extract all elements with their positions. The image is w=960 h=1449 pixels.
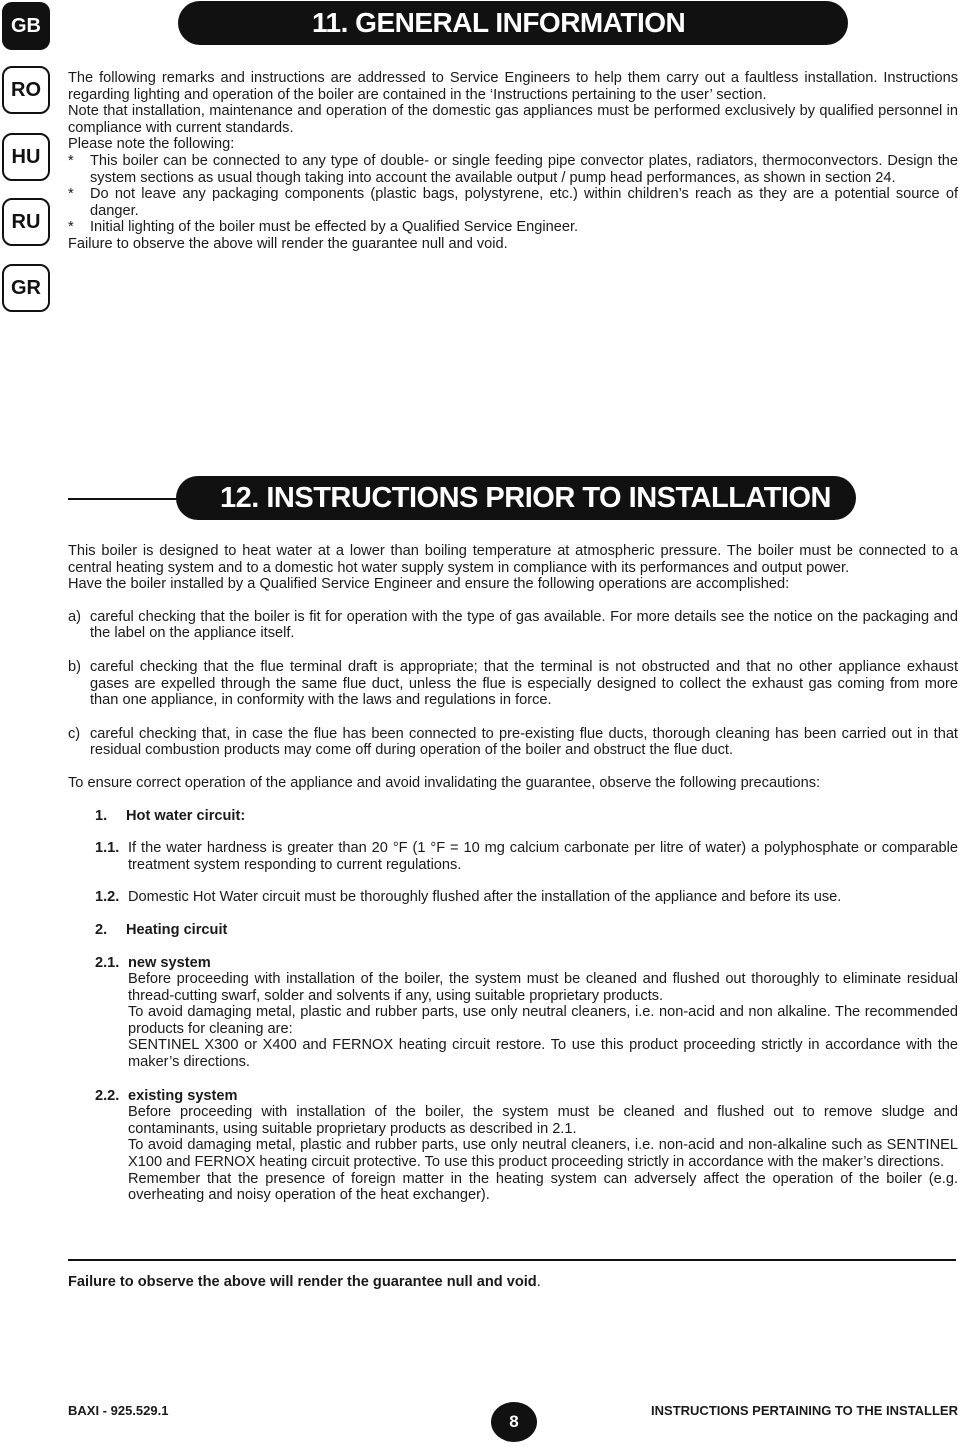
paragraph: This boiler is designed to heat water at a lower than boiling temperature at atmospheric pressure. The boiler must be connected to a central heating system and to a domestic hot water supply system in compliance with its performances and output power.: [68, 543, 958, 576]
page-number: 8: [491, 1402, 537, 1442]
section-12-body: [68, 543, 958, 1204]
divider: [68, 1259, 956, 1261]
paragraph: To ensure correct operation of the appliance and avoid invalidating the guarantee, observe the following precautions:: [68, 774, 821, 791]
list-item: a) careful checking that the boiler is fit for operation with the type of gas available. For more details see the notice on the packaging and the label on the appliance itself.: [68, 608, 958, 642]
lang-tab-hu[interactable]: HU: [2, 133, 50, 181]
section-11-body: [68, 70, 958, 253]
list-item: * Do not leave any packaging components (plastic bags, polystyrene, etc.) within children’s reach as they are a potential source of danger.: [68, 186, 958, 219]
section-11-title: 11. GENERAL INFORMATION: [178, 1, 848, 45]
paragraph: The following remarks and instructions are addressed to Service Engineers to help them carry out a faultless installation. Instructions regarding lighting and operation of the boiler are contained in the ‘Instructions pertaining to the user’ section.: [68, 70, 958, 103]
list-item: * This boiler can be connected to any type of double- or single feeding pipe convector plates, radiators, thermoconvectors. Design the system sections as usual though taking into account the available output / pump head performances, as shown in section 24.: [68, 152, 958, 186]
paragraph: Note that installation, maintenance and operation of the domestic gas appliances must be performed exclusively by qualified personnel in compliance with current standards.: [68, 103, 958, 136]
list-item: 1.2. Domestic Hot Water circuit must be thoroughly flushed after the installation of the appliance and before its use.: [95, 889, 842, 906]
bullet-marker: *: [68, 219, 74, 236]
lang-tab-gr[interactable]: GR: [2, 264, 50, 312]
paragraph: Have the boiler installed by a Qualified Service Engineer and ensure the following operations are accomplished:: [68, 576, 790, 593]
subheading-heating: 2. Heating circuit: [95, 921, 228, 938]
list-item: 1.1. If the water hardness is greater than 20 °F (1 °F = 10 mg calcium carbonate per litre of water) a polyphosphate or comparable treatment system responding to current regulations.: [95, 840, 958, 873]
list-item-existing-system: 2.2. existing system Before proceeding with installation of the boiler, the system must be cleaned and flushed out to remove sludge and contaminants, using suitable proprietary products as described in 2.1. To avoid damaging metal, plastic and rubber parts, use only neutral cleaners, i.e. non-acid and non-alkaline such as SENTINEL X100 and FERNOX heating circuit protective. To use this product proceeding strictly in accordance with the maker’s directions. Remember that the presence of foreign matter in the heating system can adversely affect the operation of the boiler (e.g. overheating and noisy operation of the heat exchanger).: [95, 1087, 958, 1204]
list-item: c) careful checking that, in case the flue has been connected to pre-existing flue ducts, thorough cleaning has been carried out in that residual combustion products may come off during operation of the boiler and obstruct the flue duct.: [68, 725, 958, 759]
section-11-header: [178, 1, 848, 45]
lang-tab-ru[interactable]: RU: [2, 198, 50, 246]
paragraph: Failure to observe the above will render the guarantee null and void.: [68, 235, 508, 252]
paragraph: Please note the following:: [68, 136, 235, 153]
lang-tab-ro[interactable]: RO: [2, 66, 50, 114]
header-rule: [68, 498, 188, 500]
list-item-new-system: 2.1. new system Before proceeding with installation of the boiler, the system must be cleaned and flushed out thoroughly to eliminate residual thread-cutting swarf, solder and solvents if any, using suitable proprietary products. To avoid damaging metal, plastic and rubber parts, use only neutral cleaners, i.e. non-acid and non alkaline. The recommended products for cleaning are: SENTINEL X300 or X400 and FERNOX heating circuit restore. To use this product proceeding strictly in accordance with the maker’s directions.: [95, 954, 958, 1071]
list-item: * Initial lighting of the boiler must be effected by a Qualified Service Engineer.: [68, 219, 579, 236]
bullet-marker: *: [68, 152, 74, 169]
footer-doc-code: BAXI - 925.529.1: [68, 1403, 169, 1418]
list-item: b) careful checking that the flue terminal draft is appropriate; that the terminal is not obstructed and that no other appliance exhaust gases are expelled through the same flue duct, unless the flue is especially designed to collect the exhaust gas coming from more than one appliance, in conformity with the laws and regulations in force.: [68, 658, 958, 709]
bullet-marker: *: [68, 186, 74, 203]
final-warning: Failure to observe the above will render the guarantee null and void.: [68, 1274, 541, 1290]
section-12-header: [68, 476, 956, 520]
lang-tab-gb[interactable]: GB: [2, 2, 50, 50]
footer-title: INSTRUCTIONS PERTAINING TO THE INSTALLER: [651, 1403, 958, 1418]
section-12-title: 12. INSTRUCTIONS PRIOR TO INSTALLATION: [176, 476, 856, 520]
subheading-hot-water: 1. Hot water circuit:: [95, 807, 246, 824]
